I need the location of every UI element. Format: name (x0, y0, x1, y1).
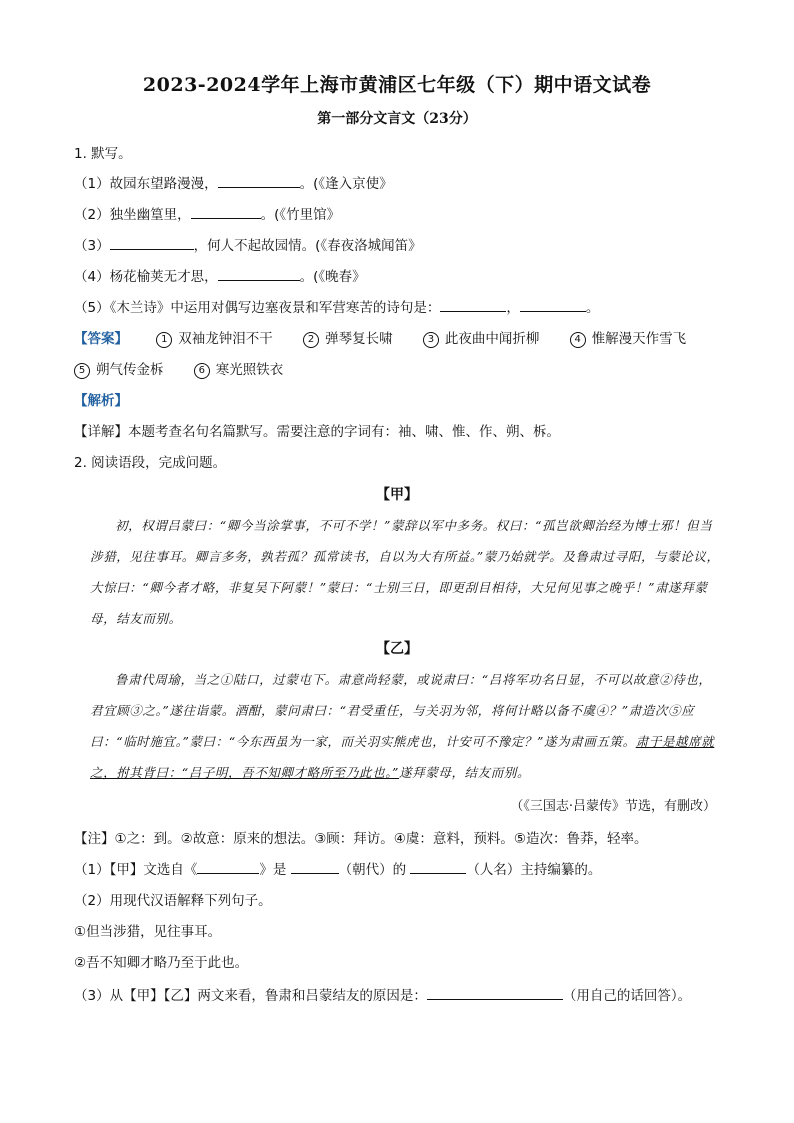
q2-sub-2-2: ②吾不知卿才略乃至于此也。 (74, 955, 249, 971)
answer-num: 3 (423, 332, 439, 348)
answer-blank[interactable] (410, 861, 466, 874)
q2-sub1-a: （1）【甲】文选自《 (74, 862, 198, 878)
answer-1 (156, 327, 273, 348)
q1-stem: 1. 默写。 (74, 146, 132, 162)
passage-jia: 初，权谓吕蒙曰：“卿今当涂掌事，不可不学！”蒙辞以军中多务。权曰：“孤岂欲卿治经为博士邪！但当涉猎，见往事耳。卿言多务，孰若孤？孤常读书，自以为大有所益。”蒙乃始就学。及鲁肃过寻阳，与蒙论议，大惊曰：“卿今者才略，非复吴下阿蒙！”蒙曰：“士别三日，即更刮目相待，大兄何见事之晚乎！”肃遂拜蒙母，结友而别。 (90, 518, 720, 626)
answer-text: 弹琴复长啸 (325, 331, 393, 347)
note: 【注】①之：到。②故意：原来的想法。③顾：拜访。④虞：意料，预料。⑤造次：鲁莽，轻率。 (74, 831, 648, 847)
answer-text: 惟解漫天作雪飞 (591, 331, 687, 347)
q1-item-2-post: 。(《竹里馆》 (260, 207, 341, 223)
answer-num: 5 (74, 363, 90, 379)
answer-row-1 (74, 327, 686, 348)
answer-blank[interactable] (218, 175, 300, 188)
q1-item-1-pre: （1）故园东望路漫漫， (74, 176, 218, 192)
answer-num: 1 (156, 332, 172, 348)
q1-item-2-pre: （2）独坐幽篁里， (74, 207, 191, 223)
q1-item-5-post: 。 (585, 300, 600, 316)
q1-item-5-mid: ， (506, 300, 520, 316)
q1-item-5 (74, 296, 599, 316)
q2-sub1-d: （人名）主持编纂的。 (466, 862, 602, 878)
answer-2 (303, 327, 393, 348)
answer-blank[interactable] (197, 861, 259, 874)
passage-yi-end: 遂拜蒙母，结友而别。 (399, 765, 531, 780)
answer-text: 寒光照铁衣 (215, 362, 284, 378)
answer-num: 4 (570, 332, 586, 348)
part-title: 第一部分文言文（23分） (317, 111, 477, 127)
passage-yi-underlined: 肃于是越席就之，拊其背曰：“吕子明，吾不知卿才略所至乃此也。” (90, 734, 715, 780)
answer-blank[interactable] (218, 268, 300, 281)
q2-stem: 2. 阅读语段，完成问题。 (74, 455, 227, 471)
q2-sub-3 (74, 984, 691, 1004)
answer-4 (570, 327, 687, 348)
answer-6 (194, 358, 284, 379)
q2-sub1-c: （朝代）的 (338, 862, 407, 878)
q2-sub-2: （2）用现代汉语解释下列句子。 (74, 893, 272, 909)
answer-text: 此夜曲中闻折柳 (444, 331, 540, 347)
q2-sub-2-1: ①但当涉猎，见往事耳。 (74, 924, 222, 940)
answer-row-2 (74, 358, 309, 379)
answer-blank[interactable] (520, 299, 586, 312)
answer-blank[interactable] (440, 299, 506, 312)
q1-item-3-pre: （3） (74, 238, 110, 254)
answer-tag: 【答案】 (74, 331, 128, 347)
answer-5 (74, 358, 164, 379)
answer-text: 双袖龙钟泪不干 (178, 331, 273, 347)
q2-sub3-b: （用自己的话回答）。 (562, 988, 692, 1004)
q1-item-4-post: 。(《晚春》 (299, 269, 366, 285)
answer-blank[interactable] (110, 237, 194, 250)
answer-blank[interactable] (427, 987, 563, 1000)
exam-title: 2023-2024学年上海市黄浦区七年级（下）期中语文试卷 (142, 74, 652, 96)
answer-text: 朔气传金柝 (96, 362, 164, 378)
q2-sub-1 (74, 858, 601, 878)
q1-item-4-pre: （4）杨花榆荚无才思， (74, 269, 218, 285)
detail-text: 本题考查名句名篇默写。需要注意的字词有：袖、啸、惟、作、朔、柝。 (128, 424, 560, 440)
detail-tag: 【详解】 (74, 424, 128, 440)
answer-num: 2 (303, 332, 319, 348)
passage-source: （《三国志·吕蒙传》节选，有删改） (510, 799, 716, 814)
q1-item-1-post: 。(《逢入京使》 (299, 176, 393, 192)
q2-sub1-b: 》是 (259, 862, 287, 878)
answer-blank[interactable] (291, 861, 339, 874)
analysis-tag: 【解析】 (74, 393, 128, 409)
passage-jia-title: 【甲】 (376, 487, 418, 503)
q1-item-3-post: ，何人不起故园情。(《春夜洛城闻笛》 (193, 238, 422, 254)
q1-item-4 (74, 265, 366, 285)
passage-yi (90, 664, 720, 788)
detail (74, 420, 560, 440)
q1-item-2 (74, 203, 340, 223)
answer-3 (423, 327, 540, 348)
passage-yi-title: 【乙】 (376, 641, 418, 657)
q2-sub3-a: （3）从【甲】【乙】两文来看，鲁肃和吕蒙结友的原因是： (74, 988, 427, 1004)
answer-num: 6 (194, 363, 210, 379)
answer-blank[interactable] (191, 206, 261, 219)
q1-item-5-pre: （5）《木兰诗》中运用对偶写边塞夜景和军营寒苦的诗句是： (74, 300, 441, 316)
passage-yi-text: 鲁肃代周瑜，当之①陆口，过蒙屯下。肃意尚轻蒙，或说肃曰：“吕将军功名日显，不可以故意②待也，君宜顾③之。”遂往诣蒙。酒酣，蒙问肃曰：“君受重任，与关羽为邻，将何计略以备不虞④？”肃造次⑤应曰：“临时施宜。”蒙曰：“今东西虽为一家，而关羽实熊虎也，计安可不豫定？”遂为肃画五策。 (90, 672, 712, 749)
q1-item-3 (74, 234, 422, 254)
q1-item-1 (74, 172, 393, 192)
